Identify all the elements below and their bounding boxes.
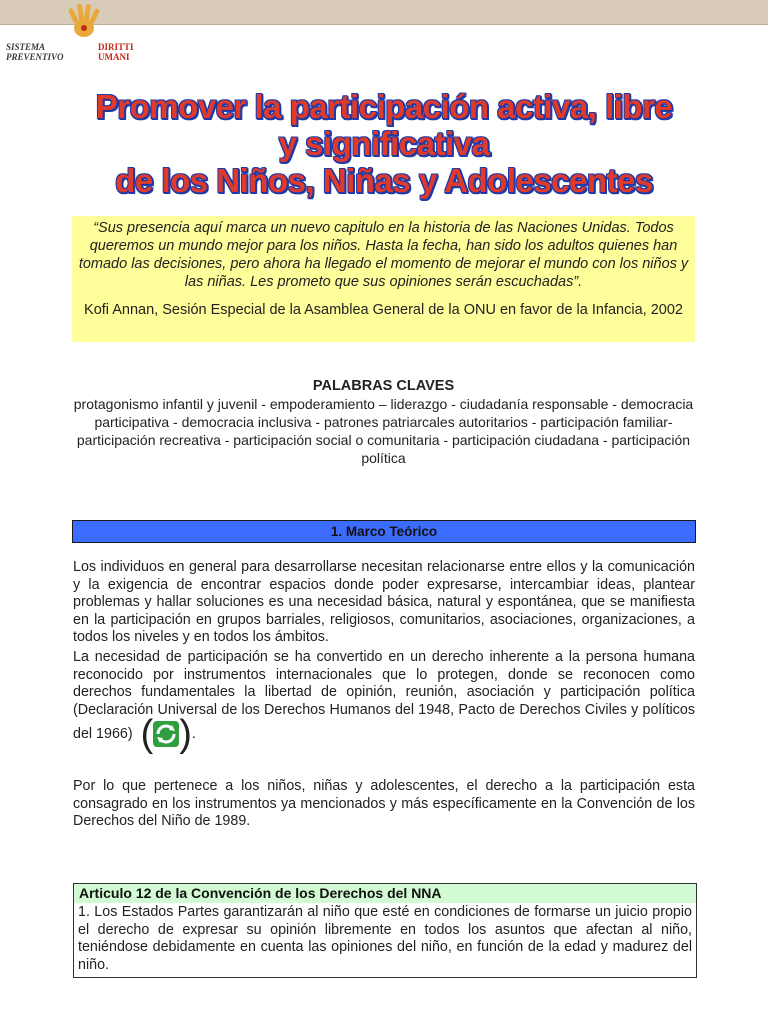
quote-attribution: Kofi Annan, Sesión Especial de la Asamblea General de la ONU en favor de la Infancia, 2002 [84, 302, 683, 318]
quote-text: “Sus presencia aquí marca un nuevo capitulo en la historia de las Naciones Unidas. Todos queremos un mundo mejor para los niños. Hasta la fecha, han sido los adultos quienes han tomado las decisiones, pero ahora ha llegado el momento de mejorar el mundo con los niños y las niñas. Les prometo que sus opiniones serán escuchadas”. [78, 220, 689, 290]
title-line-3: de los Niños, Niñas y Adolescentes [115, 162, 653, 199]
logo [4, 2, 144, 68]
paragraph-2 [73, 649, 695, 755]
quote-box [72, 216, 695, 342]
page-title [0, 88, 768, 199]
keywords-title: PALABRAS CLAVES [312, 378, 455, 394]
logo-right-text: DIRITTI UMANI [98, 42, 134, 62]
title-line-1: Promover la participación activa, libre [95, 88, 673, 125]
title-line-2: y significativa [278, 125, 490, 162]
paragraph-1: Los individuos en general para desarrollarse necesitan relacionarse entre ellos y la comunicación y la exigencia de encontrar espacios donde poder expresarse, intercambiar ideas, plantear problemas y hallar soluciones es una necesidad básica, natural y espontánea, que se manifiesta en la participación en grupos barriales, religiosos, comunitarios, asociaciones, organizaciones, a todos los niveles y en todos los ámbitos. [73, 559, 695, 645]
recycle-icon [153, 721, 179, 747]
article-12-header: Articulo 12 de la Convención de los Derechos del NNA [74, 884, 696, 903]
article-12-body: 1. Los Estados Partes garantizarán al niño que esté en condiciones de formarse un juicio propio el derecho de expresar su opinión libremente en todos los asuntos que afectan al niño, teniéndose debidamente en cuenta las opiniones del niño, en función de la edad y madurez del niño. [78, 904, 692, 973]
keywords-section [72, 377, 695, 467]
paragraph-2-text: La necesidad de participación se ha convertido en un derecho inherente a la persona humana reconocido por instrumentos internacionales que lo protegen, donde se reconocen como derechos fundamentales la libertad de opinión, reunión, asociación y participación política (Declaración Universal de los Derechos Humanos del 1948, Pacto de Derechos Civiles y políticos del 1966) [73, 649, 695, 742]
paragraph-2-end: . [191, 725, 196, 742]
section-header-marco-teorico: 1. Marco Teórico [72, 520, 696, 543]
recycle-link[interactable]: ( ) [140, 713, 192, 755]
hand-logo-icon [54, 2, 114, 42]
logo-left-text: SISTEMA PREVENTIVO [6, 42, 64, 62]
keywords-text: protagonismo infantil y juvenil - empoderamiento – liderazgo - ciudadanía responsable - democracia participativa - democracia inclusiva - patrones patriarcales autoritarios - participación familiar- participación recreativa - participación social o comunitaria - participación ciudadana - participación política [73, 396, 694, 466]
paragraph-3: Por lo que pertenece a los niños, niñas y adolescentes, el derecho a la participación esta consagrado en los instrumentos ya mencionados y más específicamente en la Convención de los Derechos del Niño de 1989. [73, 778, 695, 829]
article-12-box [73, 883, 697, 978]
